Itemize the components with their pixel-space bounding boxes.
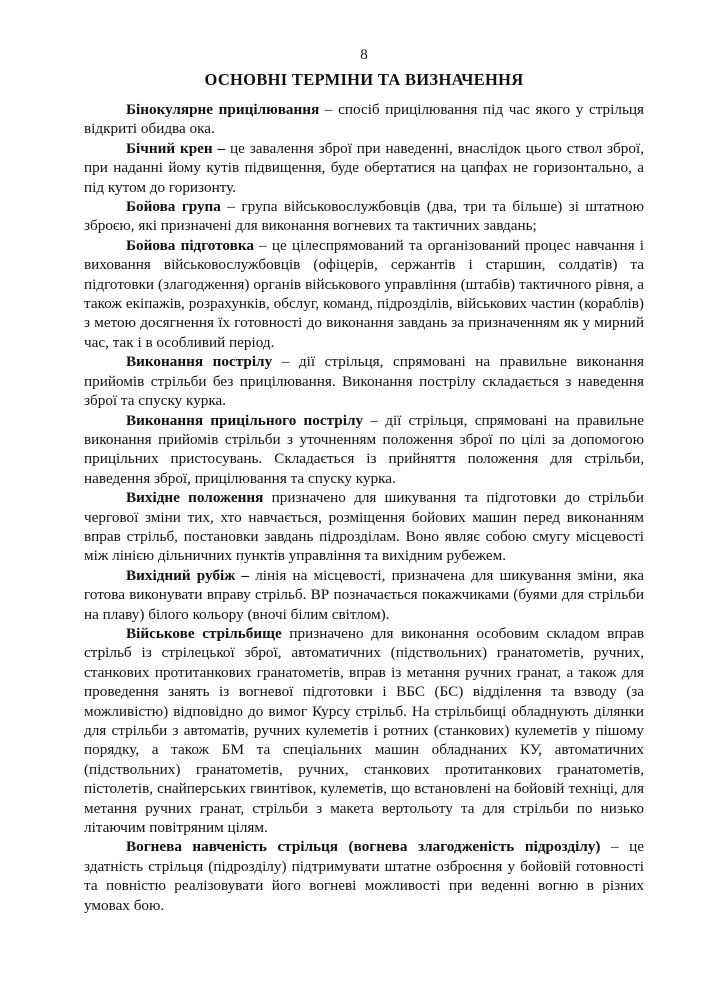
term: Виконання пострілу [126, 353, 273, 371]
page-number: 8 [360, 47, 368, 63]
term: Військове стрільбище [126, 624, 282, 642]
term: Бойова група [126, 198, 221, 216]
definition-text: – спосіб прицілювання під час якого у стрільця відкриті обидва ока. [84, 101, 644, 138]
term: Бінокулярне прицілювання [126, 101, 320, 118]
definition-text: – це цілеспрямований та організований процес навчання і виховання військовослужбовців (офіцерів, сержантів і старшин, солдатів) та підготовки (злагодження) органів військового управління (штабів) тактичного рівня, а також екіпажів, розрахунків, обслуг, команд, підрозділів, військових частин (кораблів) з метою досягнення їх готовності до виконання завдань за призначенням як у мирний час, так і в особливий період. [84, 236, 644, 351]
definition-entry [84, 837, 644, 915]
term: Вогнева навченість стрільця (вогнева злагодженість підрозділу) [126, 838, 601, 856]
definition-text: – група військовослужбовців (два, три та більше) зі штатною зброєю, які призначені для виконання вогневих та тактичних завдань; [84, 198, 644, 235]
definition-text: це завалення зброї при наведенні, внаслідок цього ствол зброї, при наданні йому кутів підвищення, буде обертатися на цапфах не горизонтально, а під кутом до горизонту. [84, 139, 644, 196]
definition-entry [84, 236, 644, 352]
definition-text: – дії стрільця, спрямовані на правильне виконання прийомів стрільби з уточненням положення зброї по цілі за допомогою прицільних пристосувань. Складається із прийняття положення для стрільби, наведення зброї, прицілювання та спуску курка. [84, 411, 644, 487]
definition-entry [84, 411, 644, 489]
page-title: ОСНОВНІ ТЕРМІНИ ТА ВИЗНАЧЕННЯ [204, 70, 524, 89]
definition-entry [84, 100, 644, 139]
definition-entry [84, 197, 644, 236]
definition-entry [84, 566, 644, 624]
definition-entry [84, 488, 644, 566]
definition-text: – це здатність стрільця (підрозділу) підтримувати штатне озброєння у бойовій готовності та повністю реалізовувати його вогневі можливості при веденні вогню в різних умовах бою. [84, 838, 644, 914]
definition-text: – дії стрільця, спрямовані на правильне виконання прийомів стрільби без прицілювання. Виконання пострілу складається з наведення зброї та спуску курка. [84, 353, 644, 410]
term: Вихідний рубіж – [126, 566, 250, 584]
definition-text: лінія на місцевості, призначена для шикування зміни, яка готова виконувати вправу стрільб. ВР позначається покажчиками (буями для стрільби на плаву) білого кольору (вночі білим світлом). [84, 566, 644, 623]
definition-entry [84, 139, 644, 197]
definition-text: призначено для виконання особовим складом вправ стрільб із стрілецької зброї, автоматичних (підствольних) гранатометів, ручних, станкових протитанкових гранатометів, вправ із метання ручних гранат, а також для проведення занять із вогневої підготовки і ВБС (БС) відділення та взводу (за можливістю) відповідно до вимог Курсу стрільб. На стрільбищі обладнують ділянки для стрільби з автоматів, ручних кулеметів і ротних (станкових) кулеметів у пішому порядку, а також БМ та спеціальних машин обладнаних КУ, автоматичних (підствольних) гранатометів, ручних, станкових протитанкових гранатометів, пістолетів, снайперських гвинтівок, кулеметів, що встановлені на бойовій техніці, для метання ручних гранат, стрільби з макета вертольоту та для стрільби по низько літаючим повітряним цілям. [84, 624, 644, 837]
term: Вихідне положення [126, 489, 264, 507]
definition-entry [84, 352, 644, 410]
definition-text: призначено для шикування та підготовки до стрільби чергової зміни тих, хто навчається, розміщення бойових машин перед виконанням вправ стрільб, постановки завдань підрозділам. Воно являє собою смугу місцевості між лінією дільничних пунктів управління та вихідним рубежем. [84, 489, 644, 565]
term: Виконання прицільного пострілу [126, 411, 364, 429]
term: Бічний крен – [126, 139, 226, 157]
definition-entry [84, 624, 644, 837]
term: Бойова підготовка [126, 236, 254, 254]
definitions-list [84, 100, 644, 915]
